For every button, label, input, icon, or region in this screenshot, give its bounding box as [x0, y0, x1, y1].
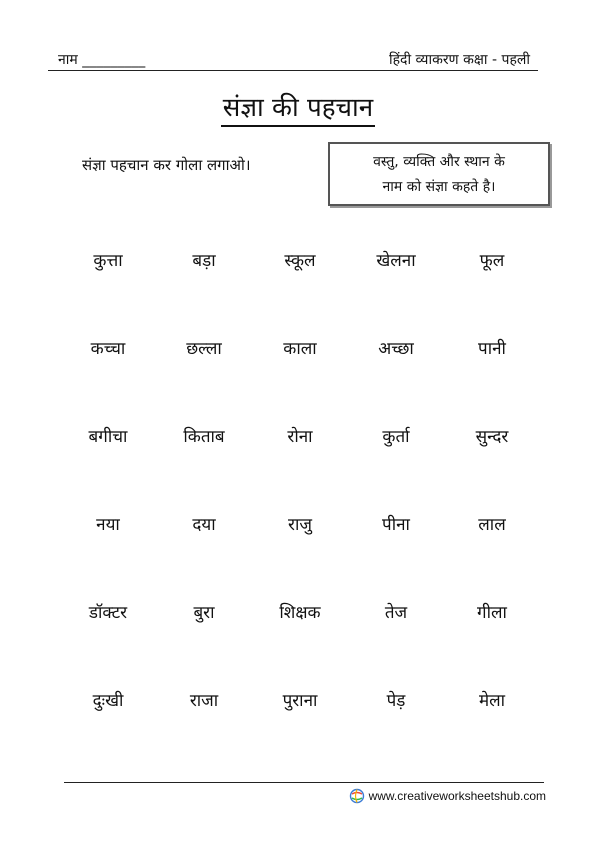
definition-line-2: नाम को संज्ञा कहते है। [382, 179, 496, 195]
website-url[interactable]: www.creativeworksheetshub.com [368, 789, 546, 803]
word-item[interactable]: कुत्ता [93, 251, 123, 271]
word-item[interactable]: पेड़ [386, 691, 406, 711]
word-row [60, 424, 540, 512]
word-item[interactable]: कुर्ता [382, 427, 410, 447]
word-item[interactable]: दुःखी [92, 691, 124, 711]
word-item[interactable]: तेज [384, 603, 408, 623]
word-item[interactable]: पीना [382, 515, 410, 535]
footer [349, 788, 546, 804]
word-item[interactable]: किताब [183, 427, 225, 447]
word-item[interactable]: बगीचा [88, 427, 128, 447]
word-item[interactable]: सुन्दर [475, 427, 509, 447]
word-item[interactable]: राजा [189, 691, 219, 711]
word-item[interactable]: बुरा [193, 603, 215, 623]
word-row [60, 248, 540, 336]
footer-divider [64, 782, 544, 783]
word-item[interactable]: रोना [287, 427, 313, 447]
subject-class-label: हिंदी व्याकरण कक्षा - पहली [388, 52, 530, 68]
word-item[interactable]: फूल [479, 251, 505, 271]
word-item[interactable]: शिक्षक [279, 603, 321, 623]
definition-line-1: वस्तु, व्यक्ति और स्थान के [373, 154, 505, 170]
word-item[interactable]: अच्छा [378, 339, 414, 359]
globe-logo-icon [349, 788, 365, 804]
word-item[interactable]: पानी [478, 339, 506, 359]
word-row [60, 512, 540, 600]
word-item[interactable]: मेला [478, 691, 506, 711]
word-item[interactable]: राजु [288, 515, 312, 535]
word-item[interactable]: काला [283, 339, 317, 359]
word-grid [60, 248, 540, 776]
word-item[interactable]: पुराना [282, 691, 318, 711]
word-item[interactable]: दया [192, 515, 216, 535]
name-field-label: नाम _________ [58, 52, 146, 68]
word-item[interactable]: लाल [478, 515, 506, 535]
word-item[interactable]: छल्ला [186, 339, 222, 359]
word-item[interactable]: नया [96, 515, 120, 535]
word-item[interactable]: डॉक्टर [88, 603, 128, 623]
worksheet-title [0, 88, 596, 124]
definition-box [328, 142, 550, 206]
word-item[interactable]: गीला [477, 603, 507, 623]
word-item[interactable]: खेलना [376, 251, 416, 271]
word-item[interactable]: कच्चा [90, 339, 126, 359]
word-item[interactable]: बड़ा [192, 251, 216, 271]
title-text: संज्ञा की पहचान [221, 93, 375, 127]
worksheet-header [48, 48, 538, 71]
instruction-text: संज्ञा पहचान कर गोला लगाओ। [82, 156, 251, 174]
word-item[interactable]: स्कूल [284, 251, 316, 271]
word-row [60, 600, 540, 688]
word-row [60, 336, 540, 424]
word-row [60, 688, 540, 776]
